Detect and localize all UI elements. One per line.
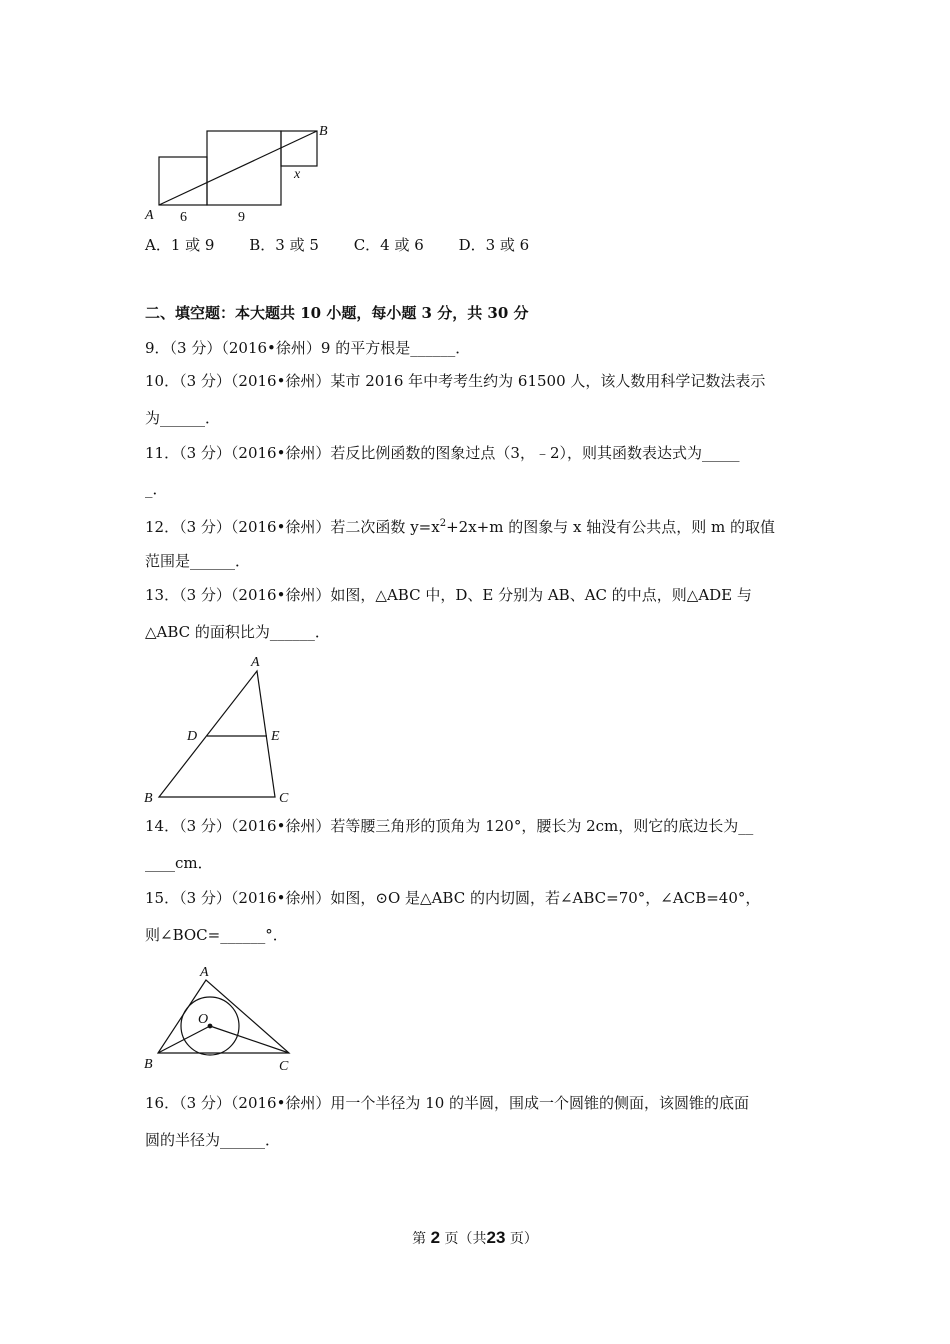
q16-line2: 圆的半径为______．	[145, 1131, 281, 1149]
triangle-midline-figure	[140, 650, 310, 810]
label-6: 6	[180, 210, 187, 225]
page-footer	[0, 1228, 950, 1248]
label-b: B	[144, 1057, 153, 1072]
label-d: D	[187, 729, 198, 744]
footer-total: 23	[486, 1228, 506, 1247]
option-c[interactable]: C．4 或 6	[353, 236, 424, 254]
square-6	[159, 157, 207, 205]
q11-line2: _．	[145, 480, 168, 498]
label-9: 9	[238, 210, 245, 225]
triangle-abc	[159, 671, 275, 797]
q14-line2: ____cm．	[145, 854, 213, 872]
footer-post: 页）	[509, 1231, 538, 1247]
label-c: C	[279, 791, 289, 806]
label-a: A	[145, 208, 154, 223]
label-e: E	[271, 729, 280, 744]
incircle-figure	[140, 960, 310, 1080]
q12-line1	[145, 514, 775, 537]
center-o	[208, 1024, 212, 1028]
q12-text-a: 12．（3 分）（2016•徐州）若二次函数 y=x	[145, 518, 440, 536]
q13-line2: △ABC 的面积比为______．	[145, 623, 330, 641]
square-9	[207, 131, 281, 205]
label-a: A	[251, 655, 260, 670]
label-c: C	[279, 1059, 289, 1074]
option-b[interactable]: B．3 或 5	[249, 236, 319, 254]
segment-oc	[210, 1026, 289, 1053]
option-a[interactable]: A．1 或 9	[145, 236, 215, 254]
segment-ob	[158, 1026, 210, 1053]
label-x: x	[294, 167, 301, 182]
label-o: O	[198, 1012, 209, 1027]
q12-line2: 范围是______．	[145, 552, 251, 570]
q8-options	[145, 235, 559, 255]
footer-page: 2	[430, 1228, 441, 1247]
q15-line2: 则∠BOC=______°．	[145, 926, 288, 944]
label-a: A	[200, 965, 209, 980]
q12-exponent: 2	[439, 518, 447, 529]
q10-line1: 10．（3 分）（2016•徐州）某市 2016 年中考考生约为 61500 人，该人数用科学记数法表示	[145, 372, 766, 390]
q15-line1: 15．（3 分）（2016•徐州）如图，⊙O 是△ABC 的内切圆，若∠ABC=70°，∠ACB=40°，	[145, 889, 761, 907]
q10-line2: 为______．	[145, 409, 221, 427]
q11-line1: 11．（3 分）（2016•徐州）若反比例函数的图象过点（3，﹣2），则其函数表达式为_____	[145, 444, 740, 462]
q9-line1: 9．（3 分）（2016•徐州）9 的平方根是______．	[145, 339, 471, 357]
label-b: B	[319, 124, 328, 139]
q13-line1: 13．（3 分）（2016•徐州）如图，△ABC 中，D、E 分别为 AB、AC 的中点，则△ADE 与	[145, 586, 752, 604]
label-b: B	[144, 791, 153, 806]
square-x	[281, 131, 317, 166]
q16-line1: 16．（3 分）（2016•徐州）用一个半径为 10 的半圆，围成一个圆锥的侧面，该圆锥的底面	[145, 1094, 750, 1112]
footer-pre: 第	[412, 1231, 427, 1247]
option-d[interactable]: D．3 或 6	[458, 236, 530, 254]
squares-figure	[140, 120, 350, 230]
q12-text-b: +2x+m 的图象与 x 轴没有公共点，则 m 的取值	[446, 518, 775, 536]
section-title: 二、填空题：本大题共 10 小题，每小题 3 分，共 30 分	[145, 304, 529, 322]
triangle-abc	[158, 980, 289, 1053]
footer-mid: 页（共	[444, 1231, 487, 1247]
q14-line1: 14．（3 分）（2016•徐州）若等腰三角形的顶角为 120°，腰长为 2cm，则它的底边长为__	[145, 817, 754, 835]
